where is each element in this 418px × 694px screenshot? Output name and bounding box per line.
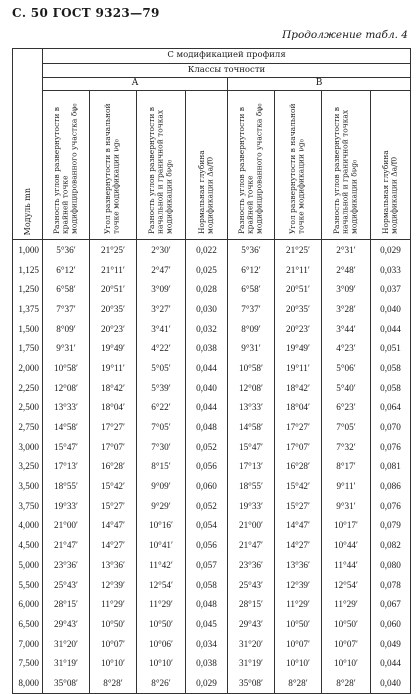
table-row [13,476,411,496]
value-cell: 20°51′ [90,279,137,299]
value-cell: 9°11′ [322,476,371,496]
value-cell: 12°08′ [43,378,90,398]
value-cell: 0,057 [186,555,228,575]
module-cell: 1,750 [13,338,43,358]
value-cell: 2°48′ [322,260,371,280]
value-cell: 17°27′ [275,417,322,437]
value-cell: 13°36′ [275,555,322,575]
value-cell: 21°00′ [43,516,90,536]
value-cell: 0,049 [371,634,411,654]
value-cell: 6°58′ [43,279,90,299]
value-cell: 0,058 [371,378,411,398]
value-cell: 8°09′ [43,319,90,339]
value-cell: 12°08′ [228,378,275,398]
table-row [13,240,411,260]
value-cell: 9°31′ [228,338,275,358]
value-cell: 31°20′ [228,634,275,654]
table-row [13,319,411,339]
value-cell: 11°44′ [322,555,371,575]
value-cell: 0,082 [371,535,411,555]
module-cell: 4,500 [13,535,43,555]
value-cell: 10°50′ [90,614,137,634]
value-cell: 10°10′ [275,653,322,673]
value-cell: 0,076 [371,496,411,516]
value-cell: 18°04′ [275,398,322,418]
column-header-text: Нормальная глубина модификации Δa/f0 [196,149,215,234]
value-cell: 5°36′ [228,240,275,260]
value-cell: 0,048 [186,594,228,614]
value-cell: 0,040 [371,299,411,319]
module-cell: 5,500 [13,575,43,595]
value-cell: 9°31′ [43,338,90,358]
value-cell: 31°19′ [228,653,275,673]
table-row [13,417,411,437]
value-cell: 7°30′ [137,437,186,457]
value-cell: 0,029 [186,673,228,693]
value-cell: 0,022 [186,240,228,260]
value-cell: 11°29′ [90,594,137,614]
module-cell: 6,500 [13,614,43,634]
value-cell: 6°22′ [137,398,186,418]
value-cell: 0,044 [371,653,411,673]
table-row [13,535,411,555]
value-cell: 6°23′ [322,398,371,418]
value-cell: 5°39′ [137,378,186,398]
value-cell: 0,086 [371,476,411,496]
value-cell: 18°42′ [90,378,137,398]
value-cell: 12°39′ [275,575,322,595]
value-cell: 9°09′ [137,476,186,496]
value-cell: 17°07′ [90,437,137,457]
table-row [13,358,411,378]
value-cell: 10°10′ [322,653,371,673]
value-cell: 8°09′ [228,319,275,339]
value-cell: 0,054 [186,516,228,536]
value-cell: 23°36′ [228,555,275,575]
value-cell: 7°37′ [228,299,275,319]
class-b-header: В [228,78,411,91]
table-row [13,398,411,418]
table-row [13,496,411,516]
value-cell: 29°43′ [43,614,90,634]
value-cell: 8°15′ [137,457,186,477]
value-cell: 5°40′ [322,378,371,398]
table-row [13,673,411,693]
table-row [13,634,411,654]
value-cell: 5°36′ [43,240,90,260]
value-cell: 0,081 [371,457,411,477]
value-cell: 7°32′ [322,437,371,457]
value-cell: 0,048 [186,417,228,437]
module-cell: 5,000 [13,555,43,575]
module-cell: 3,500 [13,476,43,496]
value-cell: 10°07′ [322,634,371,654]
column-header-text: Разность углов развернутости в крайней точке модифицированного участка δφ₀ [237,103,264,234]
column-header-4 [186,91,228,240]
value-cell: 8°28′ [90,673,137,693]
value-cell: 15°47′ [228,437,275,457]
module-cell: 1,500 [13,319,43,339]
value-cell: 14°58′ [43,417,90,437]
value-cell: 31°20′ [43,634,90,654]
value-cell: 2°31′ [322,240,371,260]
module-cell: 3,250 [13,457,43,477]
value-cell: 19°11′ [275,358,322,378]
value-cell: 20°51′ [275,279,322,299]
value-cell: 0,067 [371,594,411,614]
value-cell: 0,056 [186,457,228,477]
value-cell: 0,080 [371,555,411,575]
value-cell: 10°10′ [137,653,186,673]
value-cell: 0,044 [186,398,228,418]
value-cell: 4°22′ [137,338,186,358]
value-cell: 0,040 [186,378,228,398]
value-cell: 14°27′ [90,535,137,555]
value-cell: 0,034 [186,634,228,654]
value-cell: 0,078 [371,575,411,595]
value-cell: 10°50′ [322,614,371,634]
value-cell: 14°58′ [228,417,275,437]
value-cell: 0,051 [371,338,411,358]
value-cell: 10°58′ [228,358,275,378]
value-cell: 10°06′ [137,634,186,654]
value-cell: 11°29′ [275,594,322,614]
value-cell: 23°36′ [43,555,90,575]
module-cell: 2,250 [13,378,43,398]
value-cell: 9°31′ [322,496,371,516]
value-cell: 16°28′ [90,457,137,477]
table-row [13,338,411,358]
module-cell: 2,750 [13,417,43,437]
value-cell: 0,076 [371,437,411,457]
column-header-2 [90,91,137,240]
value-cell: 10°50′ [137,614,186,634]
module-cell: 4,000 [13,516,43,536]
value-cell: 13°33′ [228,398,275,418]
value-cell: 6°12′ [228,260,275,280]
value-cell: 17°27′ [90,417,137,437]
value-cell: 11°29′ [322,594,371,614]
value-cell: 28°15′ [43,594,90,614]
table-row [13,457,411,477]
value-cell: 3°44′ [322,319,371,339]
module-cell: 6,000 [13,594,43,614]
value-cell: 17°13′ [43,457,90,477]
value-cell: 10°17′ [322,516,371,536]
value-cell: 0,060 [371,614,411,634]
value-cell: 28°15′ [228,594,275,614]
value-cell: 6°12′ [43,260,90,280]
value-cell: 35°08′ [228,673,275,693]
value-cell: 35°08′ [43,673,90,693]
value-cell: 15°27′ [90,496,137,516]
value-cell: 21°25′ [90,240,137,260]
value-cell: 31°19′ [43,653,90,673]
value-cell: 0,052 [186,437,228,457]
column-header-6 [275,91,322,240]
value-cell: 8°28′ [275,673,322,693]
value-cell: 4°23′ [322,338,371,358]
value-cell: 3°41′ [137,319,186,339]
value-cell: 12°54′ [137,575,186,595]
column-header-8 [371,91,411,240]
column-header-7 [322,91,371,240]
value-cell: 15°27′ [275,496,322,516]
value-cell: 10°07′ [275,634,322,654]
column-header-text: Разность углов развернутости в начальной и граничной точках модификации δνg₀ [332,106,359,234]
value-cell: 18°42′ [275,378,322,398]
value-cell: 19°49′ [275,338,322,358]
column-header-text: Разность углов развернутости в начальной и граничной точках модификации δνg₀ [147,106,174,234]
module-cell: 2,500 [13,398,43,418]
value-cell: 6°58′ [228,279,275,299]
value-cell: 17°13′ [228,457,275,477]
table-row [13,516,411,536]
value-cell: 19°49′ [90,338,137,358]
module-cell: 3,750 [13,496,43,516]
value-cell: 14°27′ [275,535,322,555]
table-row [13,594,411,614]
value-cell: 0,064 [371,398,411,418]
table-row [13,299,411,319]
module-cell: 7,000 [13,634,43,654]
value-cell: 5°05′ [137,358,186,378]
value-cell: 0,029 [371,240,411,260]
value-cell: 10°44′ [322,535,371,555]
value-cell: 0,038 [186,653,228,673]
value-cell: 12°54′ [322,575,371,595]
value-cell: 11°42′ [137,555,186,575]
value-cell: 3°09′ [137,279,186,299]
table-row [13,279,411,299]
value-cell: 20°23′ [90,319,137,339]
value-cell: 0,056 [186,535,228,555]
column-header-text: Угол развернутости в начальной точке модификации νg₀ [103,103,121,234]
value-cell: 0,030 [186,299,228,319]
value-cell: 16°28′ [275,457,322,477]
value-cell: 29°43′ [228,614,275,634]
module-cell: 1,375 [13,299,43,319]
value-cell: 8°26′ [137,673,186,693]
value-cell: 21°00′ [228,516,275,536]
value-cell: 21°47′ [228,535,275,555]
value-cell: 18°04′ [90,398,137,418]
value-cell: 17°07′ [275,437,322,457]
class-a-header: А [43,78,228,91]
modification-table [12,48,411,694]
value-cell: 0,044 [371,319,411,339]
column-header-5 [228,91,275,240]
value-cell: 21°47′ [43,535,90,555]
value-cell: 0,060 [186,476,228,496]
value-cell: 14°47′ [90,516,137,536]
value-cell: 10°41′ [137,535,186,555]
value-cell: 13°36′ [90,555,137,575]
value-cell: 0,040 [371,673,411,693]
value-cell: 25°43′ [228,575,275,595]
value-cell: 3°27′ [137,299,186,319]
value-cell: 10°16′ [137,516,186,536]
column-header-text: Нормальная глубина модификации Δa/f0 [380,149,399,234]
value-cell: 7°37′ [43,299,90,319]
value-cell: 0,037 [371,279,411,299]
column-header-text: Разность углов развернутости в крайней точке модифицированного участка δφ₀ [52,103,79,234]
value-cell: 0,038 [186,338,228,358]
value-cell: 8°17′ [322,457,371,477]
column-header-1 [43,91,90,240]
value-cell: 0,033 [371,260,411,280]
table-row [13,260,411,280]
value-cell: 8°28′ [322,673,371,693]
value-cell: 19°33′ [228,496,275,516]
value-cell: 11°29′ [137,594,186,614]
value-cell: 15°42′ [275,476,322,496]
value-cell: 10°58′ [43,358,90,378]
value-cell: 14°47′ [275,516,322,536]
value-cell: 20°35′ [275,299,322,319]
value-cell: 10°07′ [90,634,137,654]
value-cell: 21°11′ [90,260,137,280]
module-cell: 1,125 [13,260,43,280]
table-row [13,437,411,457]
value-cell: 10°50′ [275,614,322,634]
value-cell: 18°55′ [43,476,90,496]
value-cell: 7°05′ [137,417,186,437]
value-cell: 20°23′ [275,319,322,339]
value-cell: 13°33′ [43,398,90,418]
value-cell: 21°11′ [275,260,322,280]
value-cell: 0,025 [186,260,228,280]
module-cell: 2,000 [13,358,43,378]
table-row [13,555,411,575]
value-cell: 18°55′ [228,476,275,496]
value-cell: 0,028 [186,279,228,299]
value-cell: 0,052 [186,496,228,516]
value-cell: 0,058 [186,575,228,595]
value-cell: 7°05′ [322,417,371,437]
value-cell: 0,032 [186,319,228,339]
value-cell: 2°47′ [137,260,186,280]
value-cell: 19°11′ [90,358,137,378]
value-cell: 21°25′ [275,240,322,260]
value-cell: 3°28′ [322,299,371,319]
module-column-header [13,49,43,240]
column-header-3 [137,91,186,240]
value-cell: 20°35′ [90,299,137,319]
table-row [13,378,411,398]
value-cell: 3°09′ [322,279,371,299]
module-cell: 1,000 [13,240,43,260]
table-row [13,653,411,673]
module-cell: 7,500 [13,653,43,673]
value-cell: 2°30′ [137,240,186,260]
value-cell: 15°47′ [43,437,90,457]
value-cell: 0,045 [186,614,228,634]
value-cell: 0,044 [186,358,228,378]
value-cell: 12°39′ [90,575,137,595]
value-cell: 19°33′ [43,496,90,516]
table-row [13,575,411,595]
module-cell: 1,250 [13,279,43,299]
group-header: С модификацией профиля [43,49,411,64]
table-continuation-label: Продолжение табл. 4 [282,29,408,41]
value-cell: 0,058 [371,358,411,378]
module-header-text: Модуль mn [22,188,32,236]
module-cell: 3,000 [13,437,43,457]
value-cell: 5°06′ [322,358,371,378]
module-cell: 8,000 [13,673,43,693]
page-reference: С. 50 ГОСТ 9323—79 [12,6,160,20]
value-cell: 15°42′ [90,476,137,496]
column-header-text: Угол развернутости в начальной точке модификации νg₀ [288,103,306,234]
value-cell: 0,070 [371,417,411,437]
value-cell: 0,079 [371,516,411,536]
value-cell: 25°43′ [43,575,90,595]
value-cell: 10°10′ [90,653,137,673]
classes-header: Классы точности [43,64,411,78]
value-cell: 9°29′ [137,496,186,516]
